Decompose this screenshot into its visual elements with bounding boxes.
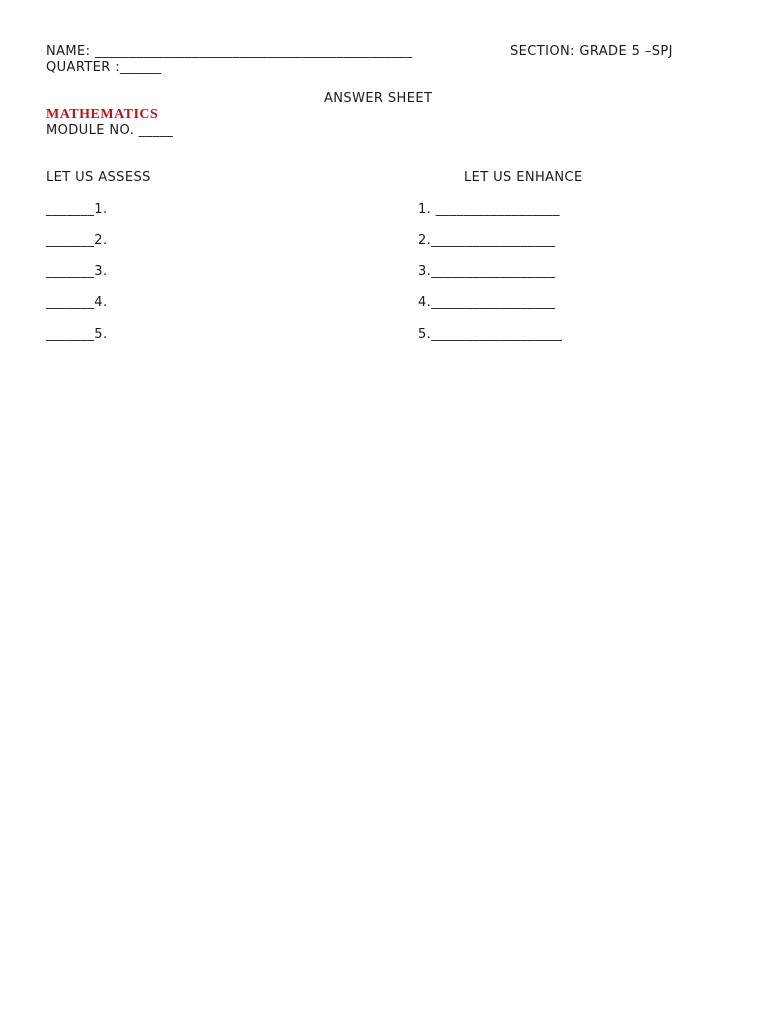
assess-item: _______4.	[46, 295, 108, 310]
quarter-line: QUARTER :______	[46, 60, 162, 75]
assess-item: _______2.	[46, 233, 108, 248]
enhance-item: 4.__________________	[418, 295, 556, 310]
enhance-item: 1. __________________	[418, 202, 560, 217]
assess-item: _______5.	[46, 327, 108, 342]
subject-label: MATHEMATICS	[46, 107, 159, 122]
section-label: SECTION: GRADE 5 –SPJ	[510, 44, 673, 59]
assess-item: _______1.	[46, 202, 108, 217]
enhance-item: 3.__________________	[418, 264, 556, 279]
module-line: MODULE NO. _____	[46, 123, 174, 138]
enhance-item: 2.__________________	[418, 233, 556, 248]
page-title: ANSWER SHEET	[324, 91, 433, 106]
name-line: NAME: ______________________________________________	[46, 44, 413, 59]
enhance-item: 5.___________________	[418, 327, 563, 342]
assess-item: _______3.	[46, 264, 108, 279]
enhance-heading: LET US ENHANCE	[464, 170, 583, 185]
assess-heading: LET US ASSESS	[46, 170, 151, 185]
